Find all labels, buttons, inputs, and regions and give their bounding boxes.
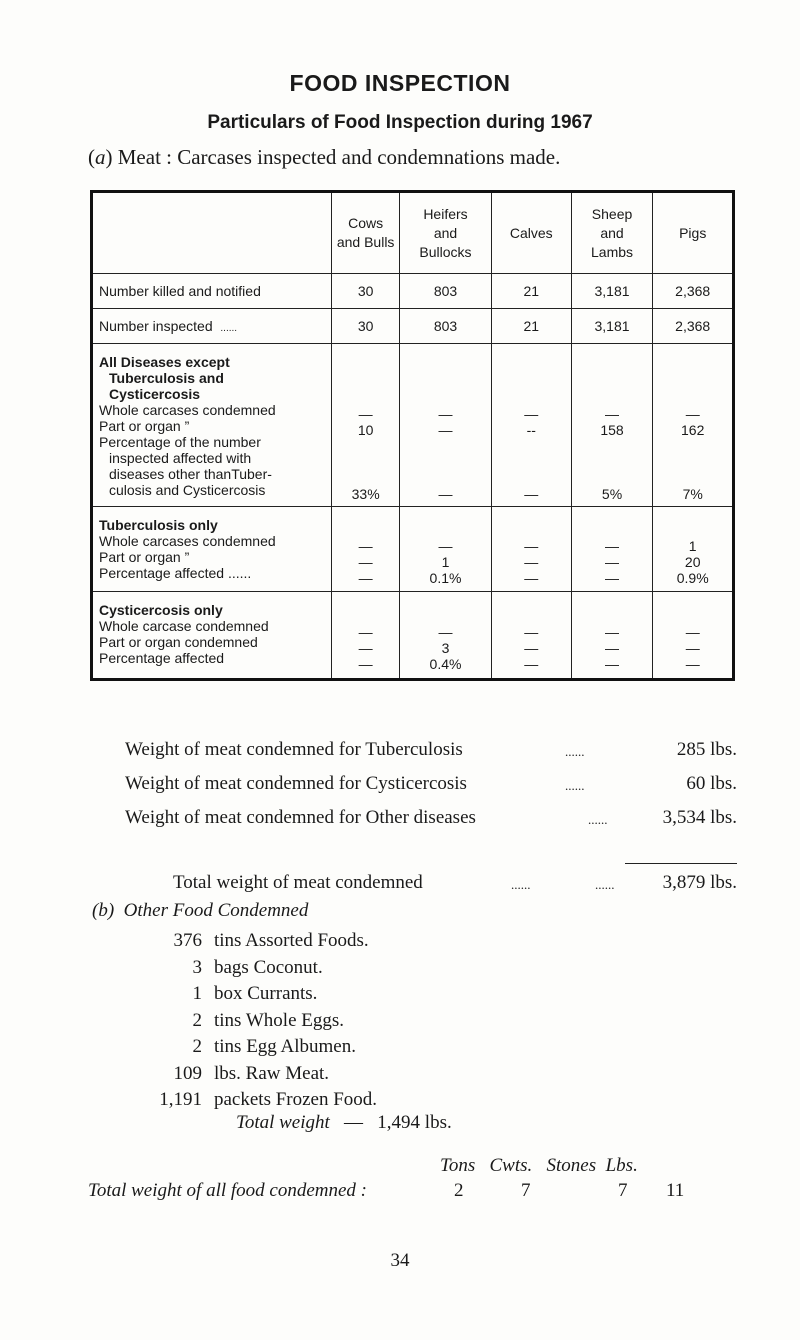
weight-amount: 285 lbs. — [676, 739, 737, 760]
section-b-letter: b — [98, 900, 108, 921]
grand-total — [88, 1180, 685, 1202]
cell-whole: — — [524, 538, 539, 554]
cell-pct: 0.4% — [429, 656, 462, 672]
table-cell: 3,181 — [571, 309, 653, 344]
page-subtitle: Particulars of Food Inspection during 1967 — [207, 112, 593, 133]
item-desc: lbs. Raw Meat. — [214, 1062, 330, 1084]
total-meat-weight — [173, 872, 737, 898]
page-title: FOOD INSPECTION — [289, 70, 511, 96]
cell-pct: — — [524, 656, 539, 672]
group-cell — [653, 344, 734, 507]
page-number: 34 — [390, 1250, 410, 1271]
total-other-weight — [236, 1112, 452, 1134]
cell-part: 10 — [357, 422, 374, 438]
cell-pct: — — [524, 570, 539, 586]
item-desc: box Currants. — [214, 983, 318, 1004]
table-cell: 2,368 — [653, 274, 734, 309]
cell-whole: — — [605, 538, 620, 554]
table-cell: 2,368 — [653, 309, 734, 344]
table-group-tuberculosis — [92, 507, 734, 592]
group-title-line: Tuberculosis only — [99, 517, 218, 533]
total-meat-amount: 3,879 lbs. — [662, 872, 737, 893]
grand-total-value: 2 — [454, 1180, 464, 1201]
cell-part: — — [605, 554, 620, 570]
weight-dots: ...... — [565, 744, 585, 759]
section-a-text: Meat : Carcases inspected and condemnations made. — [117, 145, 561, 169]
header-pigs: Pigs — [653, 192, 734, 274]
group-label-tuberculosis — [92, 507, 332, 592]
group-line: Part or organ ” — [99, 418, 190, 434]
cell-part: -- — [526, 422, 536, 438]
item-desc: tins Egg Albumen. — [214, 1036, 356, 1057]
grand-total-value: 7 — [618, 1180, 628, 1201]
group-line: Percentage of the number — [99, 434, 261, 450]
section-b-heading: (b) Other Food Condemned — [92, 900, 309, 921]
total-other-label: Total weight — [236, 1112, 330, 1133]
table-row-killed — [92, 274, 734, 309]
unit-label: Stones — [546, 1155, 597, 1176]
list-item — [148, 1034, 488, 1061]
group-line: inspected affected with — [109, 450, 252, 466]
header-cows-bulls: Cows and Bulls — [332, 192, 400, 274]
group-cell — [491, 507, 571, 592]
table-group-cysticercosis — [92, 592, 734, 680]
cell-whole: — — [685, 624, 700, 640]
item-qty: 109 — [173, 1062, 202, 1084]
cell-pct: 0.1% — [429, 570, 462, 586]
item-qty: 3 — [192, 956, 202, 978]
cell-pct: 33% — [351, 486, 380, 502]
section-b-title: Other Food Condemned — [123, 900, 309, 921]
other-food-list — [148, 928, 488, 1114]
table-cell: 3,181 — [571, 274, 653, 309]
group-cell — [491, 592, 571, 680]
weight-dots: ...... — [588, 812, 608, 827]
list-item — [148, 981, 488, 1008]
weight-label: Weight of meat condemned for Cysticercosis — [125, 773, 467, 794]
row-label-text: Number inspected — [99, 318, 213, 334]
grand-total-value: 7 — [521, 1180, 531, 1201]
total-rule — [625, 863, 737, 864]
item-desc: tins Assorted Foods. — [214, 930, 369, 951]
cell-whole: — — [524, 624, 539, 640]
weight-label: Weight of meat condemned for Other diseases — [125, 807, 476, 828]
cell-part: — — [524, 640, 539, 656]
cell-whole: — — [685, 406, 700, 422]
item-qty: 1,191 — [159, 1089, 202, 1110]
cell-part: 20 — [684, 554, 701, 570]
item-qty: 2 — [192, 1036, 202, 1057]
weight-cysticercosis — [125, 773, 737, 799]
row-label-killed: Number killed and notified — [92, 274, 332, 309]
group-line: Whole carcase condemned — [99, 618, 269, 634]
section-a-letter: a — [95, 145, 106, 169]
header-heifers-bullocks: Heifers and Bullocks — [400, 192, 492, 274]
total-meat-label: Total weight of meat condemned — [173, 872, 423, 893]
grand-total-label: Total weight of all food condemned : — [88, 1180, 368, 1201]
cell-part: — — [605, 640, 620, 656]
group-line: diseases other thanTuber- — [109, 466, 272, 482]
row-label-dots: ...... — [220, 323, 238, 334]
cell-part: — — [358, 554, 373, 570]
weight-amount: 60 lbs. — [686, 773, 737, 794]
cell-pct: — — [685, 656, 700, 672]
group-line: Percentage affected — [99, 650, 225, 666]
group-line: Whole carcases condemned — [99, 402, 276, 418]
weight-other-diseases — [125, 807, 737, 833]
cell-whole: 1 — [688, 538, 697, 554]
list-item — [148, 955, 488, 982]
group-cell — [571, 592, 653, 680]
row-label-inspected — [92, 309, 332, 344]
group-title-line: Cysticercosis only — [99, 602, 223, 618]
table-cell: 30 — [332, 274, 400, 309]
cell-whole: — — [438, 538, 453, 554]
cell-pct: — — [524, 486, 539, 502]
cell-part: — — [524, 554, 539, 570]
cell-part: 3 — [441, 640, 450, 656]
unit-label: Lbs. — [605, 1155, 638, 1176]
item-desc: packets Frozen Food. — [214, 1089, 378, 1110]
group-cell — [400, 592, 492, 680]
group-title-line: All Diseases except — [99, 354, 230, 370]
grand-total-units — [440, 1155, 638, 1177]
total-meat-dots: ...... — [511, 877, 531, 892]
list-item — [148, 928, 488, 955]
list-item — [148, 1008, 488, 1035]
group-label-all-diseases — [92, 344, 332, 507]
grand-total-value: 11 — [666, 1180, 685, 1201]
group-title-line: Tuberculosis and — [109, 370, 224, 386]
header-blank-cell — [92, 192, 332, 274]
unit-label: Tons — [440, 1155, 476, 1176]
table-cell: 21 — [491, 274, 571, 309]
item-qty: 1 — [192, 983, 202, 1004]
group-cell — [332, 592, 400, 680]
table-cell: 30 — [332, 309, 400, 344]
cell-whole: — — [358, 406, 373, 422]
table-cell: 21 — [491, 309, 571, 344]
header-sheep-lambs: Sheep and Lambs — [571, 192, 653, 274]
group-cell — [653, 507, 734, 592]
meat-inspection-table — [90, 190, 735, 681]
group-cell — [332, 344, 400, 507]
section-a-heading: (a) Meat : Carcases inspected and condemnations made. — [88, 145, 561, 169]
cell-whole: — — [358, 624, 373, 640]
list-item — [148, 1061, 488, 1088]
unit-label: Cwts. — [489, 1155, 533, 1176]
group-line: Whole carcases condemned — [99, 533, 276, 549]
group-cell — [491, 344, 571, 507]
cell-whole: — — [605, 624, 620, 640]
group-line: Part or organ condemned — [99, 634, 258, 650]
group-cell — [571, 507, 653, 592]
group-line: culosis and Cysticercosis — [109, 482, 266, 498]
cell-part: — — [438, 422, 453, 438]
weight-tuberculosis — [125, 739, 737, 765]
weight-label: Weight of meat condemned for Tuberculosis — [125, 739, 463, 760]
table-cell: 803 — [400, 309, 492, 344]
group-cell — [400, 507, 492, 592]
list-item — [148, 1087, 488, 1114]
cell-pct: 5% — [601, 486, 623, 502]
table-header-row — [92, 192, 734, 274]
cell-part: 1 — [441, 554, 450, 570]
group-cell — [653, 592, 734, 680]
item-qty: 2 — [192, 1009, 202, 1031]
cell-pct: — — [605, 570, 620, 586]
group-cell — [332, 507, 400, 592]
cell-pct: — — [438, 486, 453, 502]
group-label-cysticercosis — [92, 592, 332, 680]
total-other-dash: — — [344, 1112, 364, 1133]
group-cell — [400, 344, 492, 507]
weight-amount: 3,534 lbs. — [662, 807, 737, 828]
group-title-line: Cysticercosis — [109, 386, 201, 402]
group-cell — [571, 344, 653, 507]
cell-whole: — — [605, 406, 620, 422]
group-line: Part or organ ” — [99, 549, 190, 565]
cell-pct: 0.9% — [676, 570, 709, 586]
cell-whole: — — [438, 406, 453, 422]
cell-whole: — — [524, 406, 539, 422]
cell-part: — — [358, 640, 373, 656]
item-desc: tins Whole Eggs. — [214, 1009, 345, 1031]
cell-part: — — [685, 640, 700, 656]
table-group-all-diseases — [92, 344, 734, 507]
weight-dots: ...... — [565, 778, 585, 793]
item-desc: bags Coconut. — [214, 956, 323, 978]
cell-whole: — — [438, 624, 453, 640]
cell-pct: — — [358, 656, 373, 672]
cell-pct: 7% — [682, 486, 703, 502]
header-calves: Calves — [491, 192, 571, 274]
total-meat-dots: ...... — [595, 877, 615, 892]
cell-pct: — — [358, 570, 373, 586]
cell-part: 158 — [600, 422, 624, 438]
table-cell: 803 — [400, 274, 492, 309]
cell-part: 162 — [681, 422, 705, 438]
group-line: Percentage affected ...... — [99, 565, 252, 581]
total-other-amount: 1,494 lbs. — [377, 1112, 452, 1133]
cell-whole: — — [358, 538, 373, 554]
table-row-inspected — [92, 309, 734, 344]
item-qty: 376 — [173, 930, 202, 951]
cell-pct: — — [605, 656, 620, 672]
